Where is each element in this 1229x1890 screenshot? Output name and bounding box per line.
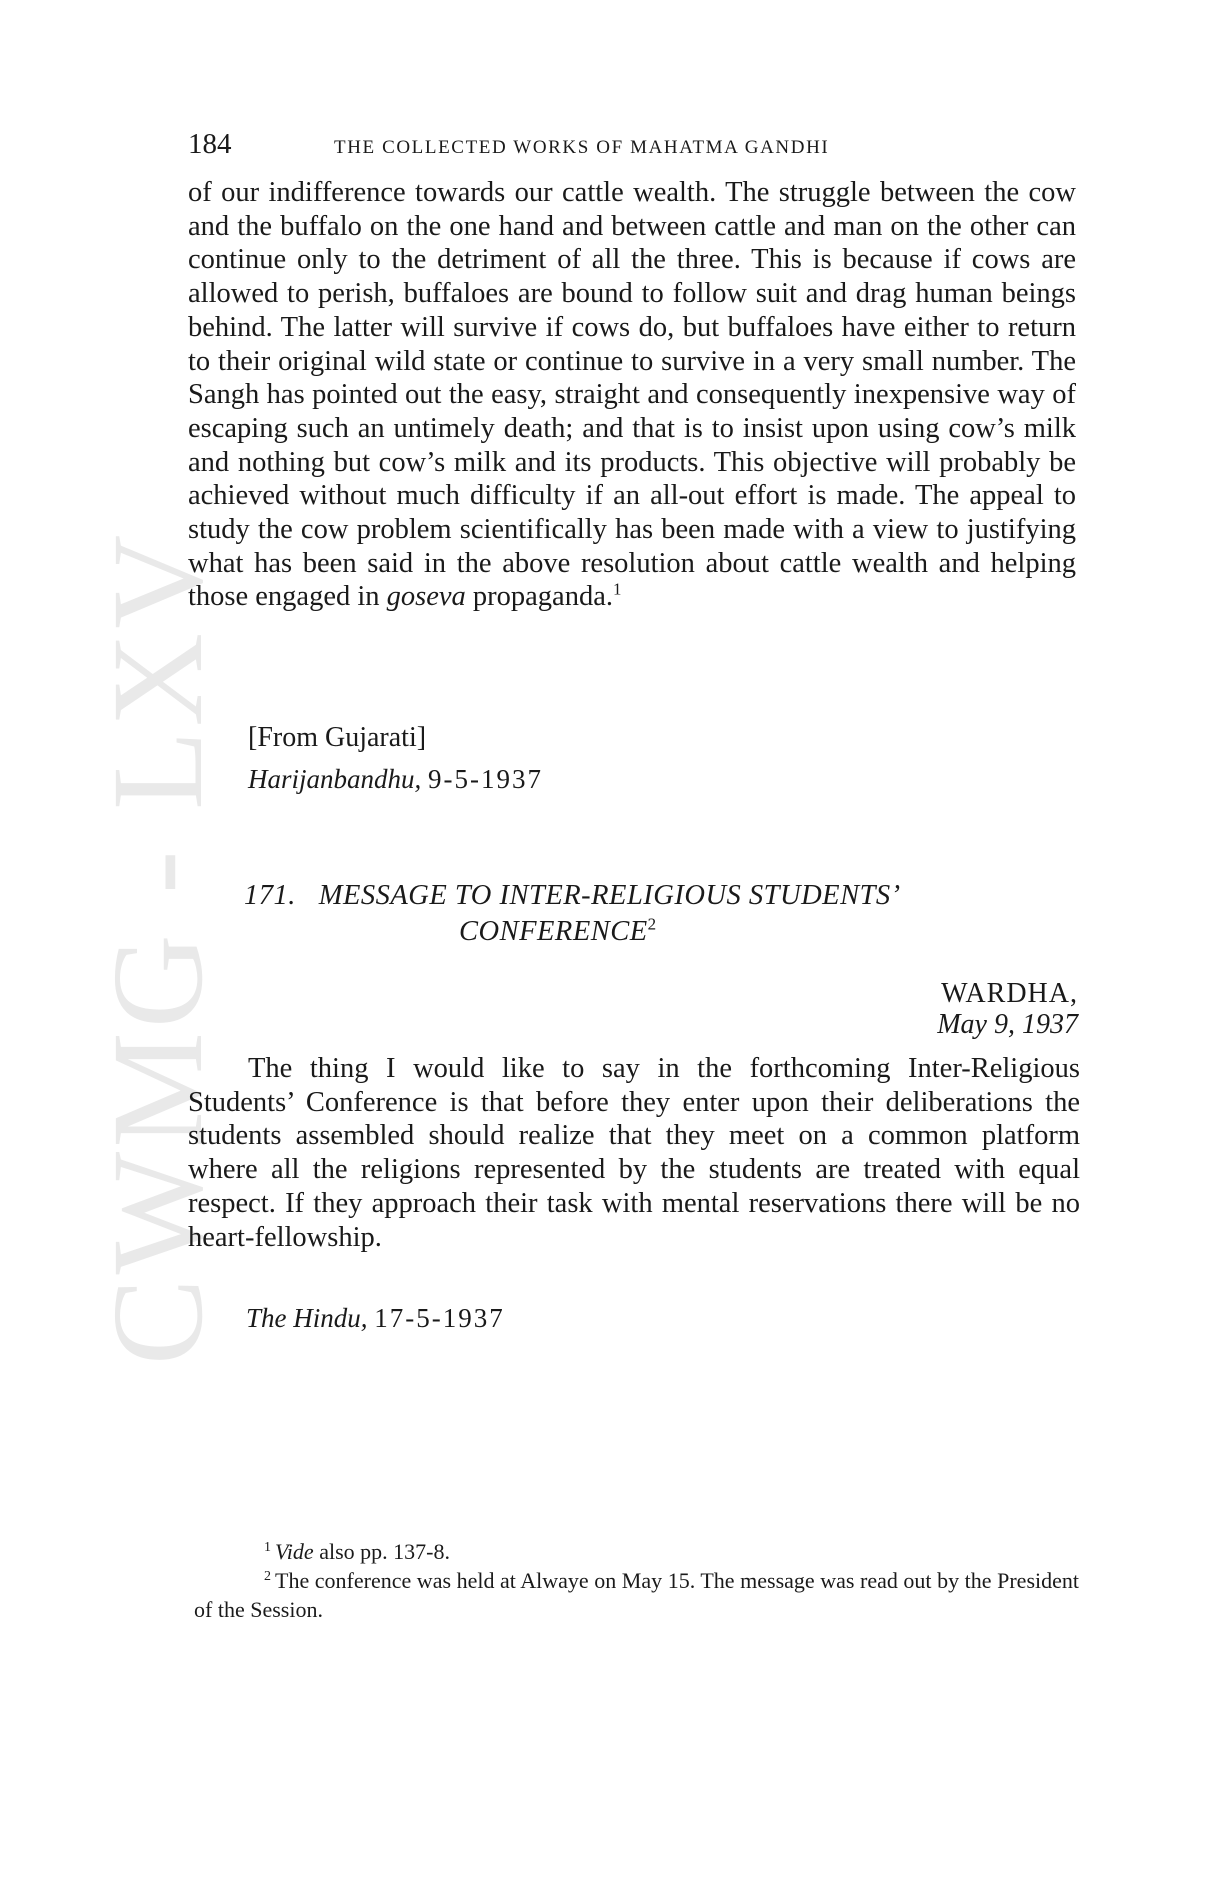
section-heading [240, 878, 1040, 950]
footnote-ref-2: 2 [647, 914, 657, 934]
watermark-text: CWMG - LXV [86, 530, 230, 1366]
section-title-line-2: CONFERENCE [459, 916, 648, 947]
running-head-title: THE COLLECTED WORKS OF MAHATMA GANDHI [334, 137, 830, 158]
citation-1-date: 9-5-1937 [428, 764, 543, 794]
footnotes [194, 1537, 1079, 1624]
footnote-2-number: 2 [264, 1568, 271, 1584]
running-head [188, 128, 1078, 168]
source-citation-1 [248, 764, 543, 795]
footnote-1-vide: Vide [275, 1539, 314, 1564]
heading-line-1 [240, 878, 1040, 914]
section-number: 171. [244, 880, 296, 911]
section-title-line-1: MESSAGE TO INTER-RELIGIOUS STUDENTS’ [318, 880, 901, 911]
source-citation-2 [246, 1303, 505, 1334]
goseva-term: goseva [386, 581, 466, 613]
footnote-ref-1: 1 [613, 579, 622, 599]
citation-1-source: Harijanbandhu, [248, 764, 422, 794]
paragraph-1-tail: propaganda. [465, 581, 613, 613]
paragraph-cattle-wealth [188, 176, 1076, 614]
footnote-2 [194, 1566, 1079, 1624]
footnote-2-text: The conference was held at Alwaye on May 15. The message was read out by the President of the Session. [194, 1568, 1079, 1622]
dateline-date: May 9, 1937 [937, 1009, 1078, 1040]
page-number: 184 [188, 128, 232, 160]
paragraph-1-text: of our indifference towards our cattle wealth. The struggle between the cow and the buffalo on the one hand and between cattle and man on the other can continue only to the detriment of all the three. This is because if cows are allowed to perish, buffaloes are bound to follow suit and drag human beings behind. The latter will survive if cows do, but buffaloes have either to return to their original wild state or continue to survive in a very small number. The Sangh has pointed out the easy, straight and consequently inexpensive way of escaping such an untimely death; and that is to insist upon using cow’s milk and nothing but cow’s milk and its products. This objective will probably be achieved without much difficulty if an all-out effort is made. The appeal to study the cow problem scientifically has been made with a view to justifying what has been said in the above resolution about cattle wealth and helping those engaged in [188, 177, 1076, 613]
dateline-place: WARDHA, [941, 978, 1078, 1009]
heading-line-2 [240, 914, 1040, 950]
paragraph-message: The thing I would like to say in the forthcoming Inter-Religious Students’ Conference is that before they enter upon their deliberations the students assembled should realize that they meet on a common platform where all the religions represented by the students are treated with equal respect. If they approach their task with mental reservations there will be no heart-fellowship. [188, 1053, 1080, 1253]
footnote-1-number: 1 [264, 1539, 271, 1555]
citation-2-date: 17-5-1937 [374, 1303, 505, 1333]
footnote-1 [194, 1537, 1079, 1566]
translation-note: [From Gujarati] [248, 722, 427, 753]
citation-2-source: The Hindu, [246, 1303, 368, 1333]
footnote-1-text: also pp. 137-8. [313, 1539, 450, 1564]
